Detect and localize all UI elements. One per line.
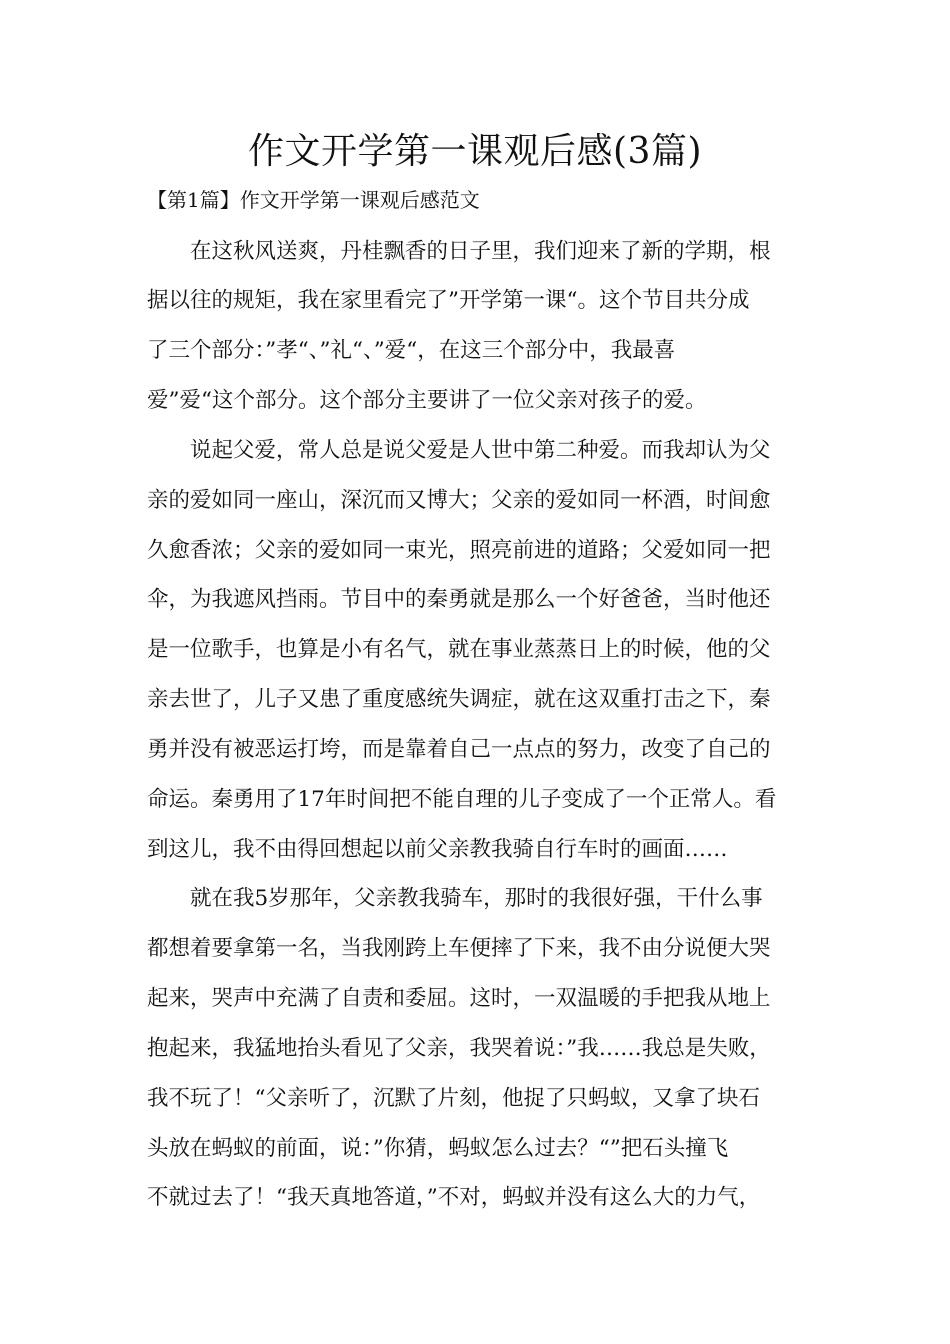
paragraph-3-line-5: 我不玩了！“父亲听了，沉默了片刻，他捉了只蚂蚁，又拿了块石 <box>147 1086 760 1111</box>
paragraph-2-line-1: 说起父爱，常人总是说父爱是人世中第二种爱。而我却认为父 <box>190 438 771 463</box>
paragraph-2-line-8: 命运。秦勇用了17年时间把不能自理的儿子变成了一个正常人。看 <box>147 787 777 812</box>
paragraph-2-line-4: 伞，为我遮风挡雨。节目中的秦勇就是那么一个好爸爸，当时他还 <box>147 587 771 612</box>
paragraph-2-line-3: 久愈香浓；父亲的爱如同一束光，照亮前进的道路；父爱如同一把 <box>147 538 771 563</box>
paragraph-3-line-2: 都想着要拿第一名，当我刚跨上车便摔了下来，我不由分说便大哭 <box>147 936 771 961</box>
paragraph-1-line-4: 爱”爱“这个部分。这个部分主要讲了一位父亲对孩子的爱。 <box>147 388 707 413</box>
paragraph-3-line-4: 抱起来，我猛地抬头看见了父亲，我哭着说：”我……我总是失败， <box>147 1036 771 1061</box>
paragraph-2-line-2: 亲的爱如同一座山，深沉而又博大；父亲的爱如同一杯酒，时间愈 <box>147 488 771 513</box>
paragraph-2-line-5: 是一位歌手，也算是小有名气，就在事业蒸蒸日上的时候，他的父 <box>147 637 771 662</box>
paragraph-2-line-9: 到这儿，我不由得回想起以前父亲教我骑自行车时的画面…… <box>147 837 728 862</box>
document-title: 作文开学第一课观后感(3篇) <box>248 131 702 172</box>
paragraph-1-line-1: 在这秋风送爽，丹桂飘香的日子里，我们迎来了新的学期，根 <box>190 239 771 264</box>
paragraph-3-line-3: 起来，哭声中充满了自责和委屈。这时，一双温暖的手把我从地上 <box>147 986 771 1011</box>
paragraph-3-line-6: 头放在蚂蚁的前面，说：”你猜，蚂蚁怎么过去？“”把石头撞飞 <box>147 1136 729 1161</box>
paragraph-1-line-3: 了三个部分：”孝“、”礼“、”爱“，在这三个部分中，我最喜 <box>147 338 676 363</box>
paragraph-2-line-7: 勇并没有被恶运打垮，而是靠着自己一点点的努力，改变了自己的 <box>147 737 771 762</box>
paragraph-1-line-2: 据以往的规矩，我在家里看完了”开学第一课“。这个节目共分成 <box>147 288 750 313</box>
section-heading: 【第1篇】作文开学第一课观后感范文 <box>147 188 480 212</box>
paragraph-3-line-7: 不就过去了！“我天真地答道，”不对，蚂蚁并没有这么大的力气， <box>147 1185 761 1210</box>
paragraph-2-line-6: 亲去世了，儿子又患了重度感统失调症，就在这双重打击之下，秦 <box>147 687 771 712</box>
paragraph-3-line-1: 就在我5岁那年，父亲教我骑车，那时的我很好强，干什么事 <box>190 886 763 911</box>
